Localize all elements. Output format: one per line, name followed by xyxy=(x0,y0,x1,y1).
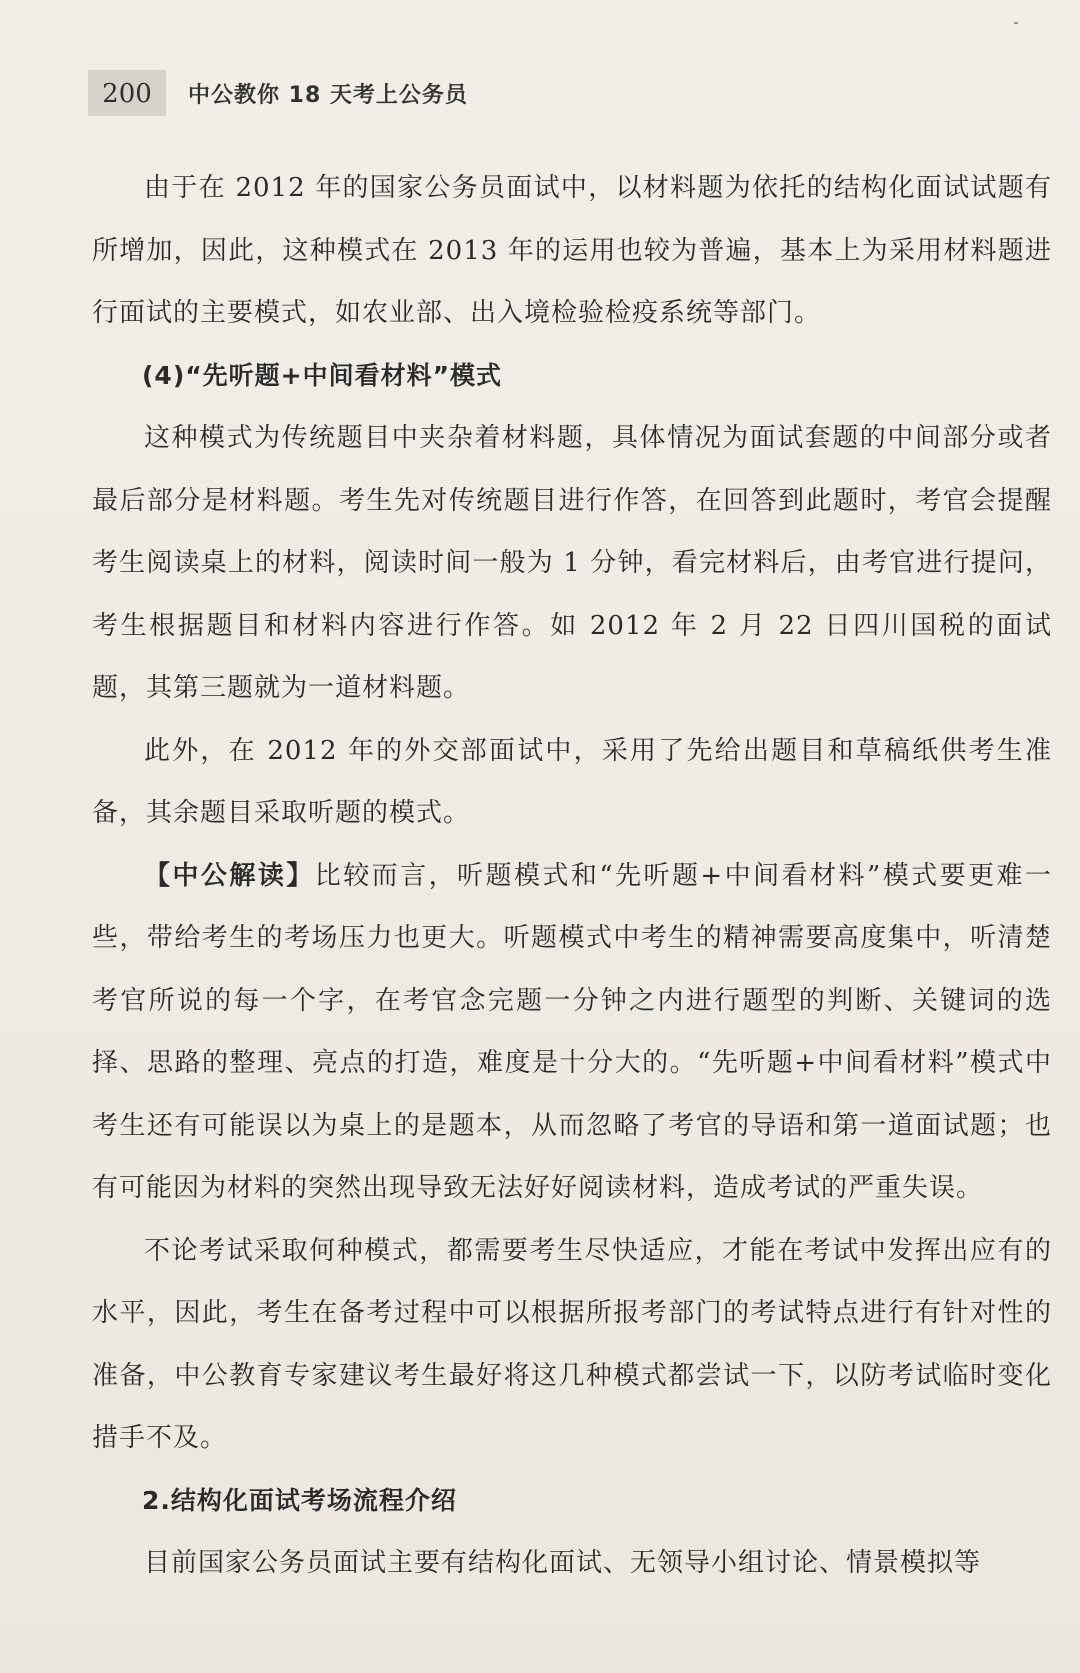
paragraph-5: 不论考试采取何种模式，都需要考生尽快适应，才能在考试中发挥出应有的水平，因此，考生在备考过程中可以根据所报考部门的考试特点进行有针对性的准备，中公教育专家建议考生最好将这几种模式都尝试一下，以防考试临时变化措手不及。 xyxy=(92,1235,1052,1453)
running-title: 中公教你 18 天考上公务员 xyxy=(188,82,468,108)
paragraph-1: 由于在 2012 年的国家公务员面试中，以材料题为依托的结构化面试试题有所增加，因此，这种模式在 2013 年的运用也较为普遍，基本上为采用材料题进行面试的主要模式，如农业部、出入境检验检疫系统等部门。 xyxy=(92,173,1052,328)
page-header xyxy=(88,70,468,116)
commentary-text: 比较而言，听题模式和“先听题+中间看材料”模式要更难一些，带给考生的考场压力也更大。听题模式中考生的精神需要高度集中，听清楚考官所说的每一个字，在考官念完题一分钟之内进行题型的判断、关键词的选择、思路的整理、亮点的打造，难度是十分大的。“先听题+中间看材料”模式中考生还有可能误以为桌上的是题本，从而忽略了考官的导语和第一道面试题；也有可能因为材料的突然出现导致无法好好阅读材料，造成考试的严重失误。 xyxy=(92,860,1052,1203)
paragraph-6: 目前国家公务员面试主要有结构化面试、无领导小组讨论、情景模拟等 xyxy=(144,1548,982,1578)
section-heading-4: (4)“先听题+中间看材料”模式 xyxy=(142,360,503,390)
section-heading-2: 2.结构化面试考场流程介绍 xyxy=(142,1485,457,1515)
commentary-label: 【中公解读】 xyxy=(144,860,315,891)
body-text xyxy=(92,157,1052,1595)
paragraph-3: 此外，在 2012 年的外交部面试中，采用了先给出题目和草稿纸供考生准备，其余题目采取听题的模式。 xyxy=(92,735,1052,828)
corner-mark xyxy=(1014,22,1018,24)
paragraph-4 xyxy=(92,845,1052,1220)
paragraph-2: 这种模式为传统题目中夹杂着材料题，具体情况为面试套题的中间部分或者最后部分是材料题。考生先对传统题目进行作答，在回答到此题时，考官会提醒考生阅读桌上的材料，阅读时间一般为 1 分钟，看完材料后，由考官进行提问，考生根据题目和材料内容进行作答。如 2012 年 2 月 22 日四川国税的面试题，其第三题就为一道材料题。 xyxy=(92,423,1052,703)
page-number: 200 xyxy=(88,70,166,116)
